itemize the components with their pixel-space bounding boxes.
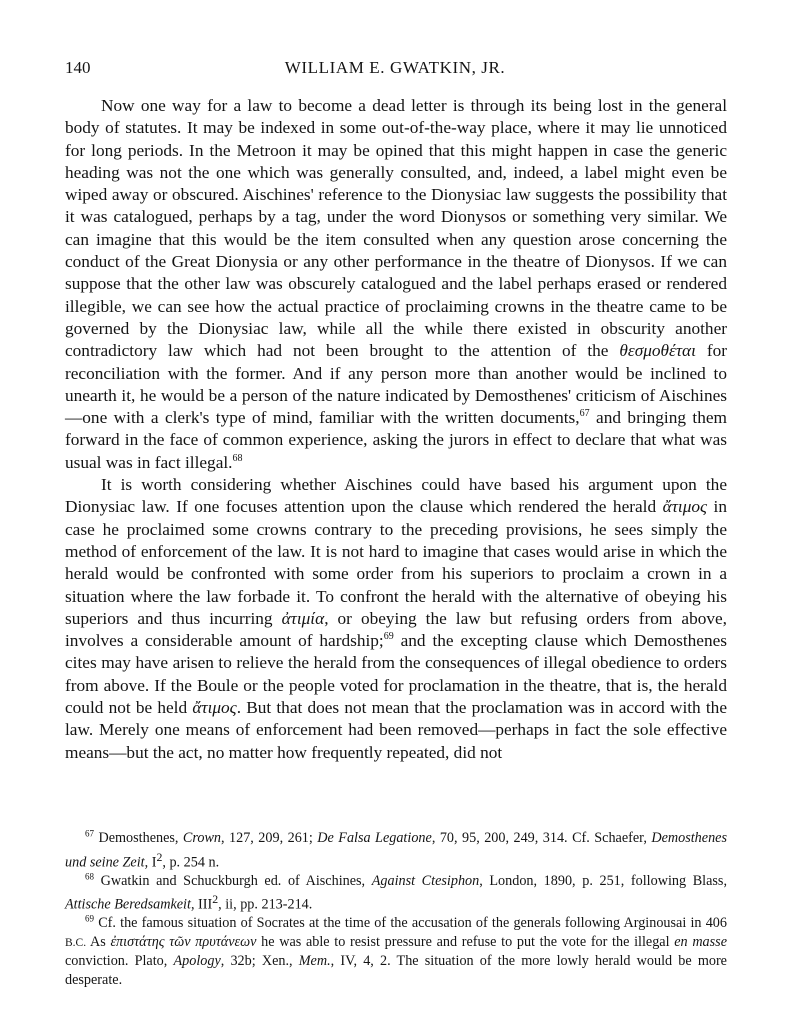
body-text (65, 95, 727, 764)
footnote-mark: 69 (85, 913, 94, 924)
footnote-text: , London, 1890, p. 251, following Blass, (479, 872, 727, 889)
paragraph-text: and bringing them forward in the face of common experience, asking the jurors in effect to declare that what was usual was in fact illegal. (65, 408, 727, 472)
greek-term: ἄτιμος (662, 497, 708, 517)
era-abbreviation: B.C. (65, 936, 87, 949)
edition-superscript: 2 (212, 892, 219, 907)
footnote-68 (65, 872, 727, 915)
greek-term: θεσμοθέται (619, 341, 696, 361)
paragraph-1 (65, 95, 727, 474)
footnote-text: , ii, pp. 213-214. (218, 896, 313, 913)
greek-term: ἄτιμος (192, 698, 237, 718)
footnote-text: , I (144, 854, 157, 871)
footnote-ref-69[interactable]: 69 (383, 631, 394, 643)
paragraph-text: for reconciliation with the former. And if any person more than another would be inclined to unearth it, he would be a person of the nature indicated by Demosthenes' criticism of Aischines—one with a clerk's type of mind, familiar with the written documents, (65, 341, 727, 428)
work-title: De Falsa Legatione (317, 830, 432, 846)
footnote-text: , p. 254 n. (162, 854, 220, 871)
footnote-mark: 67 (85, 828, 94, 839)
footnote-text: , III (190, 896, 213, 913)
work-title: Attische Beredsamkeit (65, 896, 191, 913)
footnotes (65, 829, 727, 989)
footnote-text: Gwatkin and Schuckburgh ed. of Aischines, (94, 872, 372, 889)
paragraph-2 (65, 474, 727, 764)
paragraph-text: , or obeying the law but refusing orders from above, involves a considerable amount of hardship; (65, 608, 727, 651)
paragraph-text: It is worth considering whether Aischines could have based his argument upon the Dionysiac law. If one focuses attention upon the clause which rendered the herald (65, 475, 727, 517)
work-title: Demosthenes und seine Zeit (65, 830, 727, 871)
work-title: Against Ctesiphon (371, 872, 480, 889)
work-title: Mem. (298, 953, 331, 970)
greek-term: ἐπιστάτης τῶν πρυτάνεων (110, 933, 257, 950)
foreign-phrase: en masse (674, 933, 727, 950)
footnote-mark: 68 (85, 871, 94, 881)
footnote-ref-67[interactable]: 67 (579, 408, 590, 420)
footnote-text: As (86, 933, 111, 950)
footnote-text: , IV, 4, 2. The situation of the more lowly herald would be more desperate. (65, 953, 727, 988)
footnote-text: conviction. Plato, (65, 953, 174, 970)
edition-superscript: 2 (156, 849, 163, 864)
footnote-text: Cf. the famous situation of Socrates at the time of the accusation of the generals following Arginousai in 406 (94, 915, 727, 932)
footnote-ref-68[interactable]: 68 (232, 452, 243, 464)
work-title: Apology (173, 953, 221, 970)
footnote-text: , 127, 209, 261; (221, 830, 318, 846)
footnote-text: he was able to resist pressure and refuse to put the vote for the illegal (256, 933, 675, 950)
page-header (65, 58, 725, 82)
paragraph-text: in case he proclaimed some crowns contrary to the preceding provisions, he sees simply the method of enforcement of the law. It is not hard to imagine that cases would arise in which the herald would be confronted with some order from his superiors to proclaim a crown in a situation where the law forbade it. To confront the herald with the alternative of obeying his superiors and thus incurring (65, 497, 727, 628)
paragraph-text: and the excepting clause which Demosthenes cites may have arisen to relieve the herald from the consequences of illegal obedience to orders from above. If the Boule or the people voted for proclamation in the theatre, that is, the herald could not be held (65, 631, 727, 718)
work-title: Crown (182, 830, 222, 846)
footnote-text: , 70, 95, 200, 249, 314. Cf. Schaefer, (431, 830, 652, 846)
page-number: 140 (65, 58, 91, 77)
paragraph-text: Now one way for a law to become a dead letter is through its being lost in the general body of statutes. It may be indexed in some out-of-the-way place, where it may lie unnoticed for long periods. In the Metroon it may be opined that this might happen in case the generic heading was not the one which was generally consulted, and, indeed, a label might even be wiped away or obscured. Aischines' reference to the Dionysiac law suggests the possibility that it was catalogued, perhaps by a tag, under the word Dionysos or something very similar. We can imagine that this would be the item consulted when any question arose concerning the conduct of the Great Dionysia or any other performance in the theatre of Dionysos. If we can suppose that the other law was obscurely catalogued and the label perhaps erased or rendered illegible, we can see how the actual practice of proclaiming crowns in the theatre came to be governed by the Dionysiac law, while all the while there existed in obscurity another contradictory law which had not been brought to the attention of the (65, 96, 727, 361)
running-head: WILLIAM E. GWATKIN, JR. (284, 58, 506, 77)
footnote-text: Demosthenes, (94, 830, 183, 846)
footnote-text: , 32b; Xen., (220, 953, 299, 970)
footnote-67 (65, 829, 727, 872)
greek-term: ἀτιμία (281, 608, 325, 628)
paragraph-text: . But that does not mean that the proclamation was in accord with the law. Merely one means of enforcement had been removed—perhaps in fact the sole effective means—but the act, no matter how frequently repeated, did not (65, 698, 727, 762)
footnote-69 (65, 914, 727, 989)
